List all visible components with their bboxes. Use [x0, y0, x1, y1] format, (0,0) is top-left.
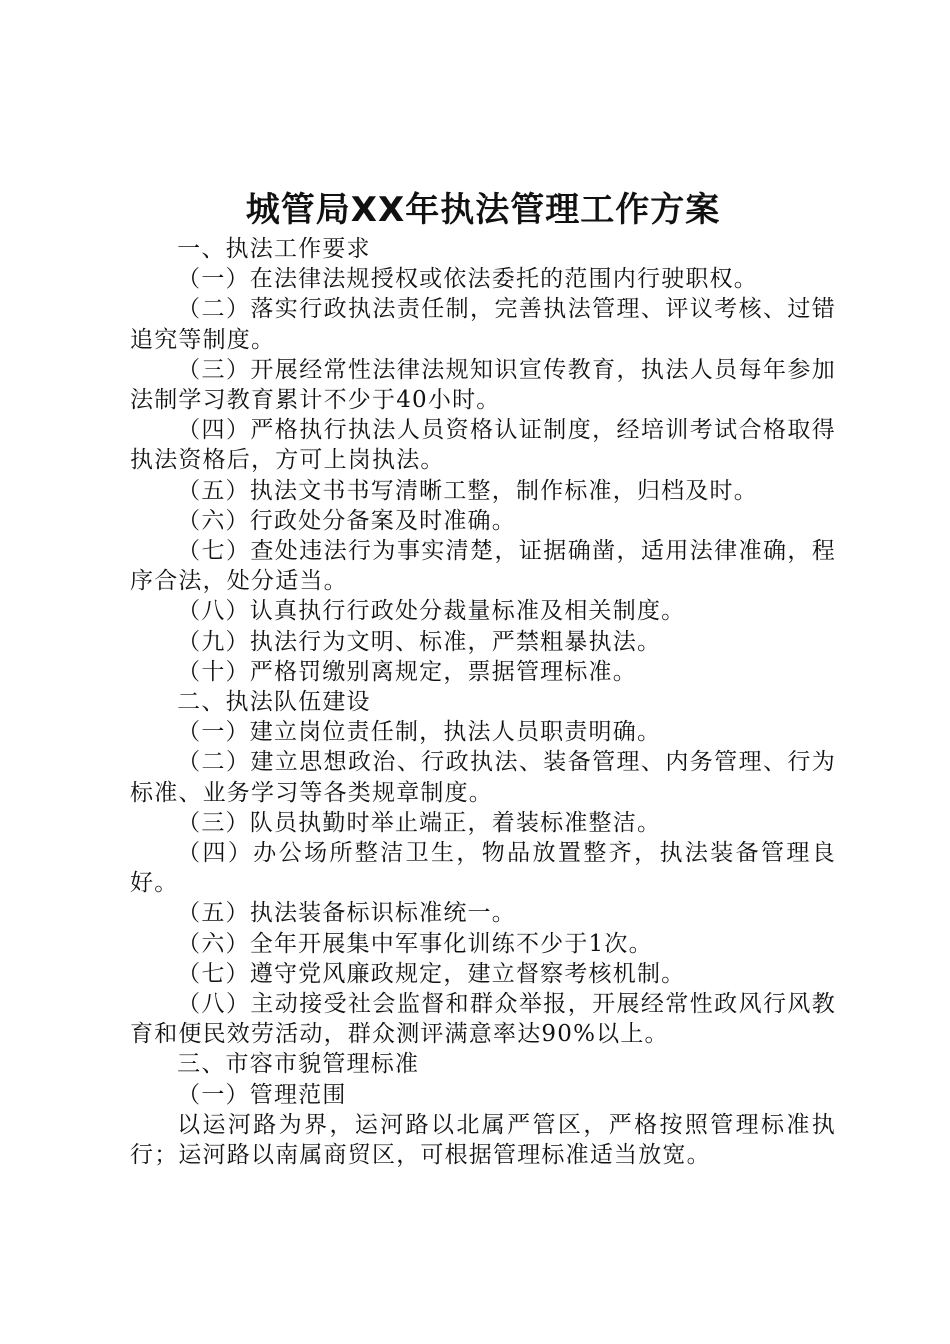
section-heading: 二、执法队伍建设: [177, 689, 371, 716]
subsection-heading: （一）管理范围: [177, 1081, 347, 1108]
paragraph: （五）执法装备标识标准统一。: [177, 900, 516, 927]
section-heading: 三、市容市貌管理标准: [177, 1051, 420, 1078]
paragraph: （三）队员执勤时举止端正，着装标准整洁。: [177, 809, 662, 836]
paragraph: （四）严格执行执法人员资格认证制度，经培训考试合格取得执法资格后，方可上岗执法。: [130, 417, 836, 474]
paragraph: （九）执法行为文明、标准，严禁粗暴执法。: [177, 628, 662, 655]
document-title: 城管局XX年执法管理工作方案: [245, 190, 721, 230]
paragraph: （四）办公场所整洁卫生，物品放置整齐，执法装备管理良好。: [130, 840, 836, 897]
section-heading: 一、执法工作要求: [177, 236, 371, 262]
paragraph: （八）主动接受社会监督和群众举报，开展经常性政风行风教育和便民效劳活动，群众测评满意率达90%以上。: [130, 991, 836, 1048]
paragraph: （二）落实行政执法责任制，完善执法管理、评议考核、过错追究等制度。: [130, 296, 836, 353]
paragraph: （一）在法律法规授权或依法委托的范围内行驶职权。: [177, 266, 758, 293]
paragraph: （六）全年开展集中军事化训练不少于1次。: [177, 930, 653, 957]
paragraph: （十）严格罚缴别离规定，票据管理标准。: [177, 658, 637, 685]
paragraph: （七）查处违法行为事实清楚，证据确凿，适用法律准确，程序合法，处分适当。: [130, 538, 836, 595]
document-page: [130, 186, 836, 1170]
paragraph: （五）执法文书书写清晰工整，制作标准，归档及时。: [177, 477, 758, 504]
paragraph: （二）建立思想政治、行政执法、装备管理、内务管理、行为标准、业务学习等各类规章制度。: [130, 749, 836, 806]
paragraph: （一）建立岗位责任制，执法人员职责明确。: [177, 719, 662, 746]
paragraph: （三）开展经常性法律法规知识宣传教育，执法人员每年参加法制学习教育累计不少于40小时。: [130, 356, 836, 414]
paragraph: （七）遵守党风廉政规定，建立督察考核机制。: [177, 960, 686, 987]
paragraph: （六）行政处分备案及时准确。: [177, 507, 516, 534]
paragraph: （八）认真执行行政处分裁量标准及相关制度。: [177, 598, 686, 625]
document-body: [130, 234, 836, 1170]
paragraph: 以运河路为界，运河路以北属严管区，严格按照管理标准执行；运河路以南属商贸区，可根据管理标准适当放宽。: [130, 1111, 836, 1169]
